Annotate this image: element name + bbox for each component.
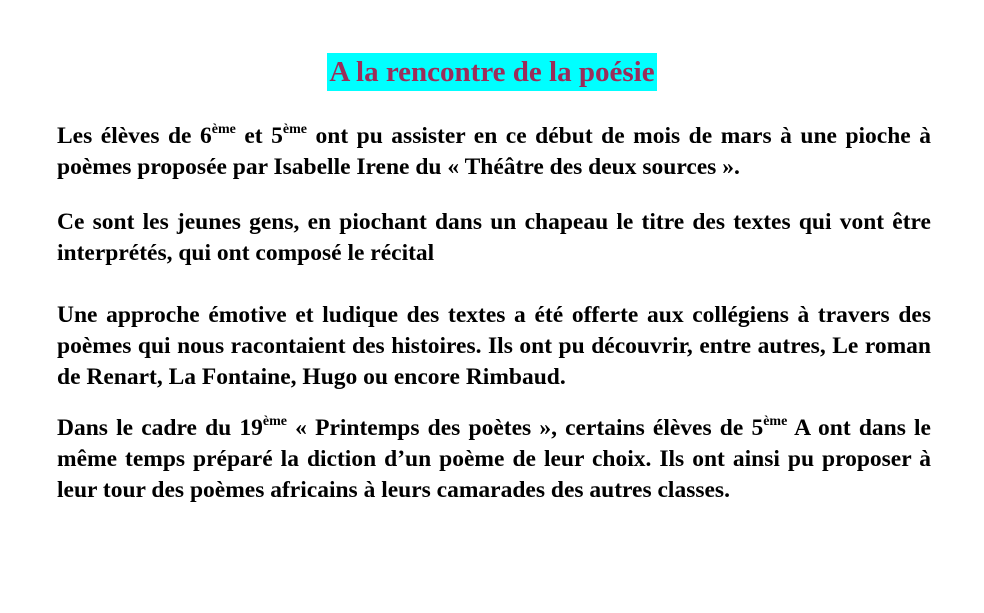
- title-container: [0, 53, 984, 91]
- paragraph-3: Une approche émotive et ludique des textes a été offerte aux collégiens à travers des poèmes qui nous racontaient des histoires. Ils ont pu découvrir, entre autres, Le roman de Renart, La Fontaine, Hugo ou encore Rimbaud.: [57, 302, 931, 390]
- article-body: [57, 121, 931, 506]
- paragraph-1-part-b: et 5: [235, 123, 283, 149]
- paragraph-1-part-c: ont pu assister en ce début de mois de mars à une pioche à poèmes proposée par Isabelle Irene du « Théâtre des deux sources ».: [57, 123, 931, 180]
- paragraph-4-part-c: A ont dans le même temps préparé la diction d’un poème de leur choix. Ils ont ainsi pu proposer à leur tour des poèmes africains à leurs camarades des autres classes.: [57, 415, 931, 503]
- paragraph-4: [57, 413, 931, 506]
- paragraph-4-sup-b: ème: [763, 414, 788, 429]
- paragraph-1: [57, 121, 931, 183]
- page-title: A la rencontre de la poésie: [327, 53, 656, 91]
- paragraph-4-part-a: Dans le cadre du 19: [57, 415, 263, 441]
- paragraph-4-sup-a: ème: [262, 414, 287, 429]
- paragraph-1-sup-b: ème: [282, 122, 307, 137]
- paragraph-2: Ce sont les jeunes gens, en piochant dans un chapeau le titre des textes qui vont être interprétés, qui ont composé le récital: [57, 209, 931, 266]
- paragraph-1-part-a: Les élèves de 6: [57, 123, 212, 149]
- paragraph-1-sup-a: ème: [211, 122, 236, 137]
- paragraph-4-part-b: « Printemps des poètes », certains élèves de 5: [287, 415, 764, 441]
